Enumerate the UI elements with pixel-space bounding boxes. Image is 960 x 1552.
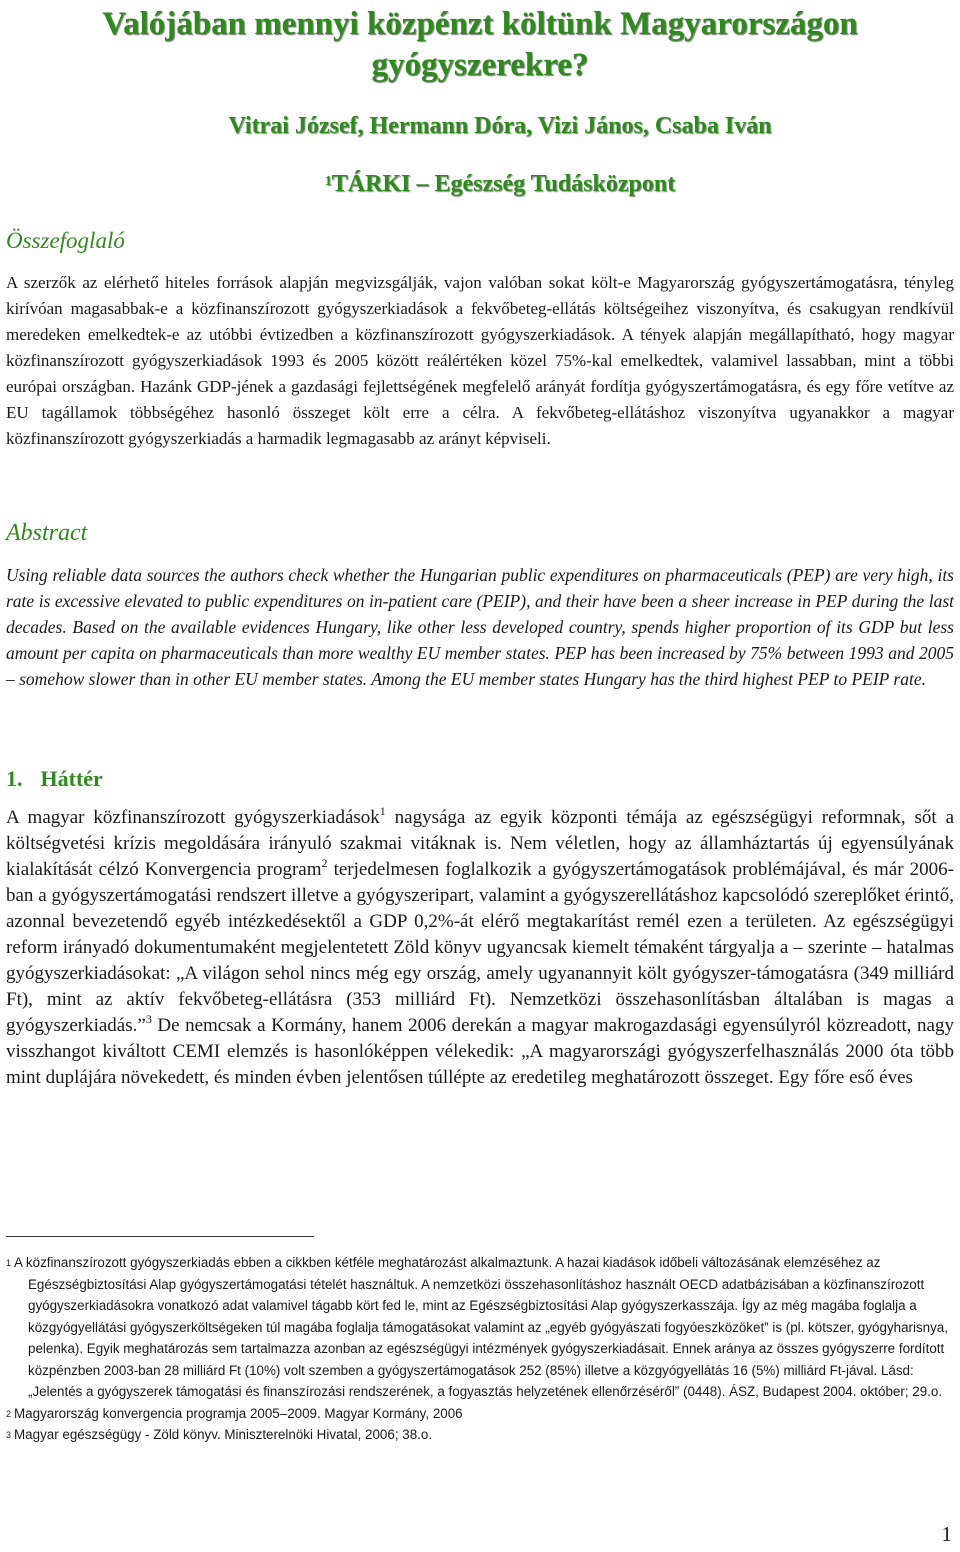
- section-number: 1.: [6, 766, 23, 791]
- page-number: 1: [941, 1522, 952, 1546]
- background-text-part: nagysága az egyik központi témája az egészségügyi reformnak, sőt a költségvetési krízis megoldására irányuló szakmai vitáknak is. Nem véletlen, hogy az államháztartás új egyensúlyának kialakítását célzó Konvergencia program: [6, 807, 955, 880]
- footnote-number: 3: [6, 1430, 12, 1440]
- paper-title: Valójában mennyi közpénzt költünk Magyarországon gyógyszerekre?: [102, 6, 858, 83]
- section-heading-background: [6, 764, 103, 794]
- footnote-1: [6, 1252, 954, 1403]
- footnote-ref-3[interactable]: 3: [145, 1011, 152, 1026]
- footnote-text: Magyar egészségügy - Zöld könyv. Miniszterelnöki Hivatal, 2006; 38.o.: [14, 1427, 433, 1442]
- footnote-separator: [6, 1236, 314, 1237]
- background-paragraph: [6, 805, 954, 1091]
- summary-heading: Összefoglaló: [6, 228, 125, 253]
- affiliation-name: TÁRKI – Egészség Tudásközpont: [331, 171, 676, 197]
- background-text-part: terjedelmesen foglalkozik a gyógyszertámogatások problémájával, és már 2006-ban a gyógyszertámogatási rendszert illetve a gyógyszeripart, valamint a gyógyszerellátáshoz kapcsolódó szereplőket érintő, azonnal bevezetendő egyéb intézkedésektől a GDP 0,2%-át elérő megtakarítást remél ezen a területen. Az egészségügyi reform irányadó dokumentumaként megjelentetett Zöld könyv ugyancsak kiemelt témaként tárgyalja a – szerinte – hatalmas gyógyszerkiadásokat: „A világon sehol nincs még egy ország, amely ugyanannyit költ gyógyszer-támogatásra (349 milliárd Ft), mint az aktív fekvőbeteg-ellátásra (353 milliárd Ft). Nemzetközi összehasonlításban általában is magas a gyógyszerkiadás.”: [6, 859, 954, 1036]
- footnote-2: [6, 1403, 954, 1425]
- footnote-ref-1[interactable]: 1: [379, 803, 386, 818]
- affiliation-marker: 1: [324, 174, 332, 189]
- author-list: Vitrai József, Hermann Dóra, Vizi János, Csaba Iván: [228, 113, 772, 139]
- footnote-ref-2[interactable]: 2: [321, 855, 328, 870]
- abstract-paragraph: Using reliable data sources the authors check whether the Hungarian public expenditures on pharmaceuticals (PEP) are very high, its rate is excessive elevated to public expenditures on in-patient care (PEIP), and their have been a sheer increase in PEP during the last decades. Based on the available evidences Hungary, like other less developed country, spends higher proportion of its GDP but less amount per capita on pharmaceuticals than more wealthy EU member states. PEP has been increased by 75% between 1993 and 2005 – somehow slower than in other EU member states. Among the EU member states Hungary has the third highest PEP to PEIP rate.: [6, 565, 954, 689]
- footnote-number: 1: [6, 1258, 12, 1268]
- summary-paragraph: A szerzők az elérhető hiteles források alapján megvizsgálják, vajon valóban sokat költ-e Magyarország gyógyszertámogatásra, tényleg kirívóan magasabbak-e a közfinanszírozott gyógyszerkiadások a fekvőbeteg-ellátás költségeihez viszonyítva, és csakugyan rendkívül meredeken emelkedtek-e az utóbbi évtizedben a közfinanszírozott gyógyszerkiadások. A tények alapján megállapítható, hogy magyar közfinanszírozott gyógyszerkiadások 1993 és 2005 között reálértéken közel 75%-kal emelkedtek, valamivel lassabban, mint a többi európai országban. Hazánk GDP-jének a gazdasági fejlettségének megfelelő arányát fordítja gyógyszertámogatásra, és egy főre vetítve az EU tagállamok többségéhez hasonló összeget költ erre a célra. A fekvőbeteg-ellátáshoz viszonyítva ugyanakkor a magyar közfinanszírozott gyógyszerkiadás a harmadik legmagasabb az arányt képviseli.: [6, 273, 954, 448]
- background-text-part: A magyar közfinanszírozott gyógyszerkiadások: [6, 807, 380, 828]
- footnotes: [6, 1252, 954, 1446]
- abstract-heading: Abstract: [6, 520, 88, 546]
- footnote-text: A közfinanszírozott gyógyszerkiadás ebben a cikkben kétféle meghatározást alkalmaztunk. A hazai kiadások időbeli változásának elemzéséhez az Egészségbiztosítási Alap gyógyszertámogatási tételét használtuk. A nemzetközi összehasonlításhoz használt OECD adatbázisában a közfinanszírozott gyógyszerkiadásokra vonatkozó adat valamivel tágabb kört fed le, mint az Egészségbiztosítási Alap gyógyszerkasszája. Így az még magába foglalja a közgyógyellátási gyógyszerköltségeken túl magába foglalja támogatásokat valamint az „egyéb gyógyászati fogyóeszközöket” is (pl. kötszer, gyógyharisnya, pelenka). Egyik meghatározás sem tartalmazza azonban az egészségügyi intézmények gyógyszerkiadásait. Ennek aránya az összes gyógyszerre fordított közpénzben 2003-ban 28 milliárd Ft (10%) volt szemben a gyógyszertámogatások 252 (85%) illetve a közgyógyellátás 16 (5%) milliárd Ft-jával. Lásd: „Jelentés a gyógyszerek támogatási és finanszírozási rendszerének, a fogyasztás helyzetének ellenőrzéséről” (0448). ÁSZ, Budapest 2004. október; 29.o.: [14, 1255, 948, 1399]
- background-text-part: De nemcsak a Kormány, hanem 2006 derekán a magyar makrogazdasági egyensúlyról közreadott, nagy visszhangot kiváltott CEMI elemzés is hasonlóképpen vélekedik: „A magyarországi gyógyszerfelhasználás 2000 óta több mint duplájára növekedett, és minden évben jelentősen túllépte az eredetileg meghatározott összeget. Egy főre eső éves: [6, 1015, 954, 1088]
- section-title: Háttér: [40, 766, 103, 791]
- footnote-text: Magyarország konvergencia programja 2005–2009. Magyar Kormány, 2006: [14, 1405, 463, 1421]
- footnote-number: 2: [6, 1408, 12, 1419]
- affiliation: [0, 168, 960, 200]
- footnote-3: [6, 1424, 954, 1446]
